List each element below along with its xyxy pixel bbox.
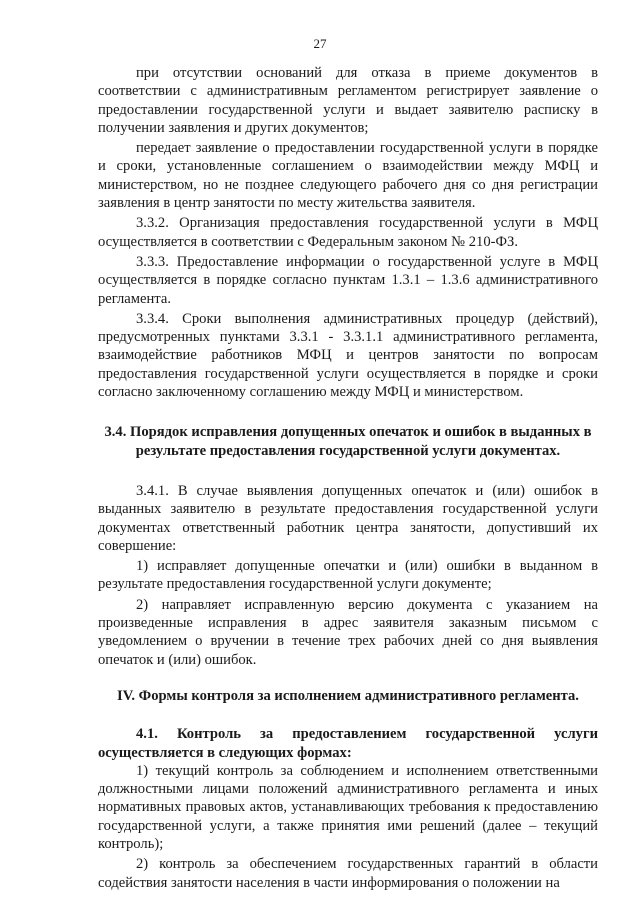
paragraph: 3.3.4. Сроки выполнения административных процедур (действий), предусмотренных пунктами 3.3.1 - 3.3.1.1 административного регламента, взаимодействие работников МФЦ и центров занятости по вопросам предоставления государственной услуги осуществляется в порядке и сроки согласно заключенному соглашению между МФЦ и министерством. (98, 310, 598, 401)
paragraph: 2) контроль за обеспечением государственных гарантий в области содействия занятости населения в части информирования о положении на (98, 856, 598, 891)
paragraph: 1) текущий контроль за соблюдением и исполнением ответственными должностными лицами положений административного регламента и иных нормативных правовых актов, устанавливающих требования к предоставлению государственной услуги, а также принятия ими решений (далее – текущий контроль); (98, 762, 598, 852)
paragraph: при отсутствии оснований для отказа в приеме документов в соответствии с административным регламентом регистрирует заявление о предоставлении государственной услуги и выдает заявителю расписку в получении заявления и других документов; (98, 65, 598, 136)
section-heading-4-1: 4.1. Контроль за предоставлением государственной услуги осуществляется в следующих формах: (98, 726, 598, 761)
paragraph: 2) направляет исправленную версию документа с указанием на произведенные исправления в адрес заявителя заказным письмом с уведомлением о вручении в течение трех рабочих дней со дня выявления опечаток и (или) ошибок. (98, 596, 598, 668)
paragraph: 3.3.2. Организация предоставления государственной услуги в МФЦ осуществляется в соответствии с Федеральным законом № 210-ФЗ. (98, 215, 598, 250)
page-number: 27 (313, 36, 327, 51)
document-body (98, 64, 598, 892)
paragraph: 3.3.3. Предоставление информации о государственной услуге в МФЦ осуществляется в порядке согласно пунктам 1.3.1 – 1.3.6 административного регламента. (98, 253, 598, 307)
paragraph: 3.4.1. В случае выявления допущенных опечаток и (или) ошибок в выданных заявителю в результате предоставления государственной услуги документах ответственный работник центра занятости, допустивший их совершение: (98, 482, 598, 554)
paragraph: передает заявление о предоставлении государственной услуги в порядке и сроки, установленные соглашением о взаимодействии между МФЦ и министерством, но не позднее следующего рабочего дня со дня регистрации заявления в центр занятости по месту жительства заявителя. (98, 140, 598, 212)
chapter-heading-iv: IV. Формы контроля за исполнением административного регламента. (117, 687, 579, 704)
section-heading-3-4: 3.4. Порядок исправления допущенных опечаток и ошибок в выданных в результате предоставления государственной услуги документах. (104, 424, 592, 459)
paragraph: 1) исправляет допущенные опечатки и (или) ошибки в выданном в результате предоставления государственной услуги документе; (98, 558, 598, 593)
